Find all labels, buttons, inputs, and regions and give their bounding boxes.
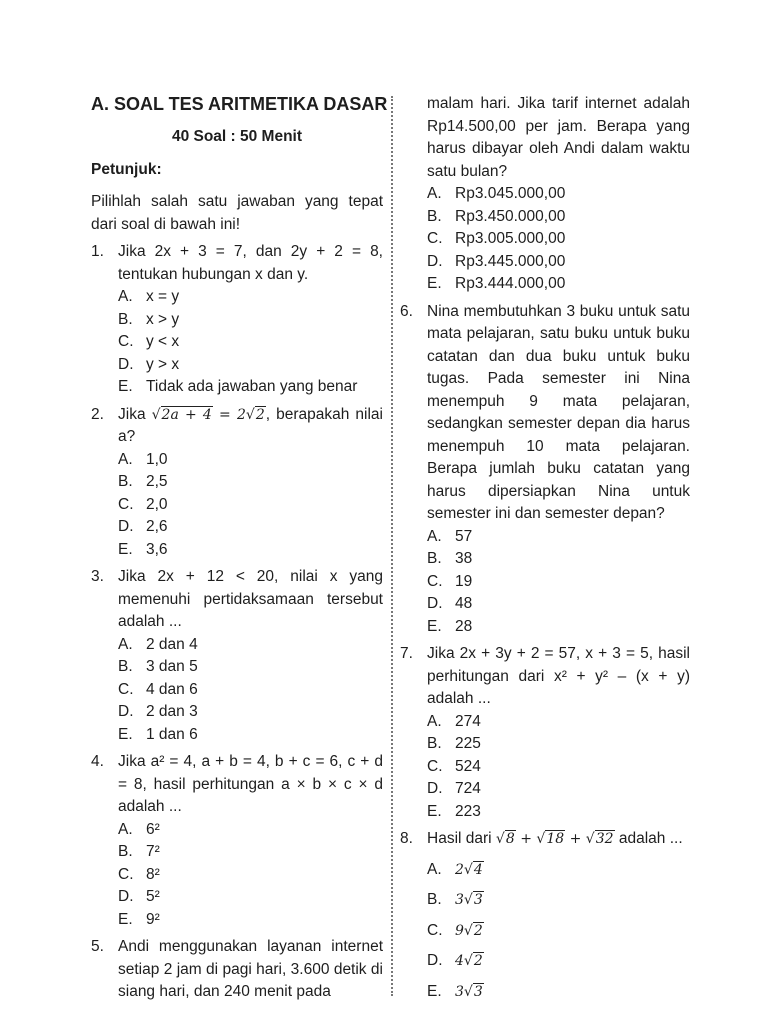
option-letter: A.: [118, 820, 133, 838]
coefficient: 2: [455, 861, 464, 878]
option-letter: E.: [118, 540, 133, 558]
option: [118, 656, 383, 679]
question-number: 2.: [91, 405, 104, 423]
option: [427, 251, 690, 274]
question-4: [91, 751, 383, 931]
option: [427, 571, 690, 594]
option: [118, 724, 383, 747]
option-text: 1 dan 6: [146, 725, 198, 743]
option-text: 48: [455, 595, 473, 612]
question-1: [91, 241, 383, 399]
question-stem: Jika 2x + 12 < 20, nilai x yang memenuhi pertidaksamaan tersebut adalah ...: [118, 568, 383, 630]
option-letter: A.: [118, 450, 133, 468]
instructions-label: Petunjuk:: [91, 160, 162, 178]
option-letter: D.: [118, 888, 134, 905]
option-letter: A.: [427, 527, 442, 545]
option-letter: B.: [427, 550, 442, 567]
option-text: Tidak ada jawaban yang benar: [146, 378, 358, 395]
option: [427, 756, 690, 779]
options: [118, 449, 383, 562]
question-stem: Jika a² = 4, a + b = 4, b + c = 6, c + d = 8, hasil perhitungan a × b × c × d adalah ...: [118, 753, 383, 815]
option: E. 3√3: [427, 981, 690, 1004]
option-letter: D.: [427, 780, 443, 797]
option: [118, 309, 383, 332]
option-letter: C.: [118, 865, 134, 883]
options: [427, 859, 690, 1004]
option-letter: C.: [118, 495, 134, 513]
option-letter: A.: [427, 185, 442, 202]
option-text: 225: [455, 735, 481, 752]
option-text: 223: [455, 802, 481, 820]
option: [118, 841, 383, 864]
option-letter: A.: [427, 860, 442, 878]
option: [118, 494, 383, 517]
option: [118, 679, 383, 702]
option-text: 274: [455, 712, 481, 730]
option-letter: B.: [118, 473, 133, 490]
math-plus: +: [515, 831, 537, 847]
question-2: [91, 404, 383, 562]
option: [118, 634, 383, 657]
option: [427, 593, 690, 616]
option: [118, 286, 383, 309]
radicand: 8: [505, 831, 515, 847]
option: [427, 526, 690, 549]
option-letter: D.: [427, 952, 443, 969]
radicand: 3: [473, 892, 483, 908]
option-letter: D.: [118, 703, 134, 720]
option: A. 2√4: [427, 859, 690, 882]
stem-text: Jika: [118, 405, 152, 423]
option: [118, 449, 383, 472]
coefficient: 3: [455, 983, 464, 1000]
option-letter: C.: [118, 680, 134, 698]
option: [118, 701, 383, 724]
instructions-text: Pilihlah salah satu jawaban yang tepat dari soal di bawah ini!: [91, 193, 383, 233]
option-letter: D.: [118, 518, 134, 535]
option-text: 524: [455, 757, 481, 775]
option: [427, 228, 690, 251]
option-text: 19: [455, 572, 473, 590]
options: [427, 711, 690, 824]
option-text: Rp3.005.000,00: [455, 230, 566, 247]
option-letter: C.: [427, 230, 443, 247]
option: B. 3√3: [427, 889, 690, 912]
radicand: 2: [473, 922, 483, 939]
stem-text: Hasil dari: [427, 830, 496, 847]
sqrt-expression: √2a + 4 = 2√2: [151, 406, 265, 423]
question-number: 3.: [91, 568, 104, 585]
question-5: [91, 936, 383, 1004]
coefficient: 9: [455, 922, 464, 939]
option-text: 3,6: [146, 540, 168, 558]
option-text: 28: [455, 617, 473, 635]
option-letter: A.: [118, 288, 133, 305]
option-letter: B.: [118, 843, 133, 860]
question-stem: Jika 2x + 3y + 2 = 57, x + 3 = 5, hasil perhitungan dari x² + y² – (x + y) adalah ...: [427, 645, 690, 707]
question-stem: Nina membutuhkan 3 buku untuk satu mata pelajaran, satu buku untuk buku catatan dan dua buku untuk buku tugas. Pada semester ini Nina menempuh 9 mata pelajaran, sedangkan semester depan dia harus menempuh 10 mata pelajaran. Berapa jumlah buku catatan yang harus dipersiapkan Nina untuk semester ini dan semester depan?: [427, 302, 690, 522]
math-equals: = 2: [212, 406, 246, 423]
option-text: Rp3.445.000,00: [455, 252, 566, 270]
right-column: [400, 93, 690, 1003]
options: [118, 634, 383, 747]
option-text: 3 dan 5: [146, 658, 198, 675]
question-stem: [118, 404, 383, 449]
stem-text: , berapakah nilai a?: [118, 405, 383, 445]
option-letter: B.: [118, 658, 133, 675]
option: D. 4√2: [427, 950, 690, 973]
option: [427, 711, 690, 734]
option-text: 7²: [146, 843, 160, 860]
option-letter: E.: [427, 982, 442, 1000]
option-text: 57: [455, 527, 473, 545]
option-text: 9²: [146, 910, 160, 928]
option-text: 2,0: [146, 495, 168, 513]
coefficient: 4: [455, 953, 464, 969]
radicand: 32: [595, 831, 614, 847]
column-divider: [391, 96, 393, 996]
option-letter: E.: [427, 617, 442, 635]
section-subtitle: 40 Soal : 50 Menit: [171, 128, 303, 145]
option-letter: E.: [118, 725, 133, 743]
option: [427, 616, 690, 639]
option-text: 5²: [146, 888, 160, 905]
question-6: [400, 301, 690, 639]
options: [427, 526, 690, 639]
options: [118, 286, 383, 399]
question-stem: Jika 2x + 3 = 7, dan 2y + 2 = 8, tentukan hubungan x dan y.: [118, 243, 383, 283]
radicand: 2: [473, 953, 483, 969]
option-text: 4 dan 6: [146, 680, 198, 698]
option-letter: D.: [427, 595, 443, 612]
option: [118, 376, 383, 399]
option-letter: E.: [427, 802, 442, 820]
option-letter: A.: [118, 635, 133, 653]
option: [118, 886, 383, 909]
question-stem: [427, 828, 690, 851]
option: [427, 801, 690, 824]
question-number: 5.: [91, 938, 104, 955]
option-letter: C.: [427, 572, 443, 590]
question-number: 7.: [400, 645, 413, 662]
option: [118, 539, 383, 562]
options: [118, 819, 383, 932]
radicand: 2a + 4: [161, 406, 212, 423]
question-number: 1.: [91, 243, 104, 260]
radicand: 3: [473, 983, 483, 1000]
radicand: 18: [546, 831, 565, 847]
question-number: 6.: [400, 302, 413, 320]
option-text: 2 dan 4: [146, 635, 198, 653]
option-text: x > y: [146, 310, 180, 328]
option: [427, 548, 690, 571]
question-5-continuation: malam hari. Jika tarif internet adalah Rp14.500,00 per jam. Berapa yang harus dibayar oleh Andi dalam waktu satu bulan?: [427, 95, 690, 180]
option-letter: B.: [427, 207, 442, 225]
option-text: y < x: [146, 333, 180, 350]
option: [118, 819, 383, 842]
option-letter: B.: [118, 310, 133, 328]
option-text: 1,0: [146, 450, 168, 468]
option-text: 38: [455, 550, 473, 567]
option-letter: C.: [118, 333, 134, 350]
question-7: [400, 643, 690, 823]
question-3: [91, 566, 383, 746]
option-text: Rp3.045.000,00: [455, 185, 566, 202]
option-letter: D.: [118, 355, 134, 373]
option-text: 2,6: [146, 518, 168, 535]
option: C. 9√2: [427, 920, 690, 943]
option-text: 8²: [146, 865, 160, 883]
option-letter: C.: [427, 757, 443, 775]
sqrt-expression: √8 + √18 + √32: [495, 831, 614, 847]
option: [118, 471, 383, 494]
question-number: 4.: [91, 753, 104, 770]
option-text: Rp3.444.000,00: [455, 275, 566, 292]
option-letter: B.: [427, 735, 442, 752]
option-text: 6²: [146, 820, 160, 838]
option: [118, 331, 383, 354]
option-text: Rp3.450.000,00: [455, 207, 566, 225]
stem-text: adalah ...: [614, 830, 683, 847]
option: [118, 909, 383, 932]
option-letter: E.: [118, 910, 133, 928]
option: [118, 516, 383, 539]
option-text: x = y: [146, 288, 180, 305]
options: [427, 183, 690, 296]
question-number: 8.: [400, 830, 413, 847]
option: [427, 273, 690, 296]
option-text: 2 dan 3: [146, 703, 198, 720]
section-title: A. SOAL TES ARITMETIKA DASAR: [91, 94, 388, 114]
coefficient: 3: [455, 892, 464, 908]
option: [118, 354, 383, 377]
option-letter: A.: [427, 712, 442, 730]
radicand: 2: [255, 406, 265, 423]
option-letter: B.: [427, 891, 442, 908]
option-text: 724: [455, 780, 481, 797]
math-plus: +: [565, 831, 586, 847]
option: [427, 778, 690, 801]
option: [427, 183, 690, 206]
option-letter: E.: [427, 275, 442, 292]
option-letter: E.: [118, 378, 133, 395]
option-text: 2,5: [146, 473, 168, 490]
option-letter: C.: [427, 921, 443, 939]
option: [427, 733, 690, 756]
option: [427, 206, 690, 229]
option: [118, 864, 383, 887]
radicand: 4: [473, 861, 483, 878]
option-letter: D.: [427, 252, 443, 270]
left-column: [91, 90, 388, 1004]
option-text: y > x: [146, 355, 180, 373]
question-stem: Andi menggunakan layanan internet setiap 2 jam di pagi hari, 3.600 detik di siang hari, dan 240 menit pada: [118, 938, 383, 1000]
question-8: [400, 828, 690, 1003]
